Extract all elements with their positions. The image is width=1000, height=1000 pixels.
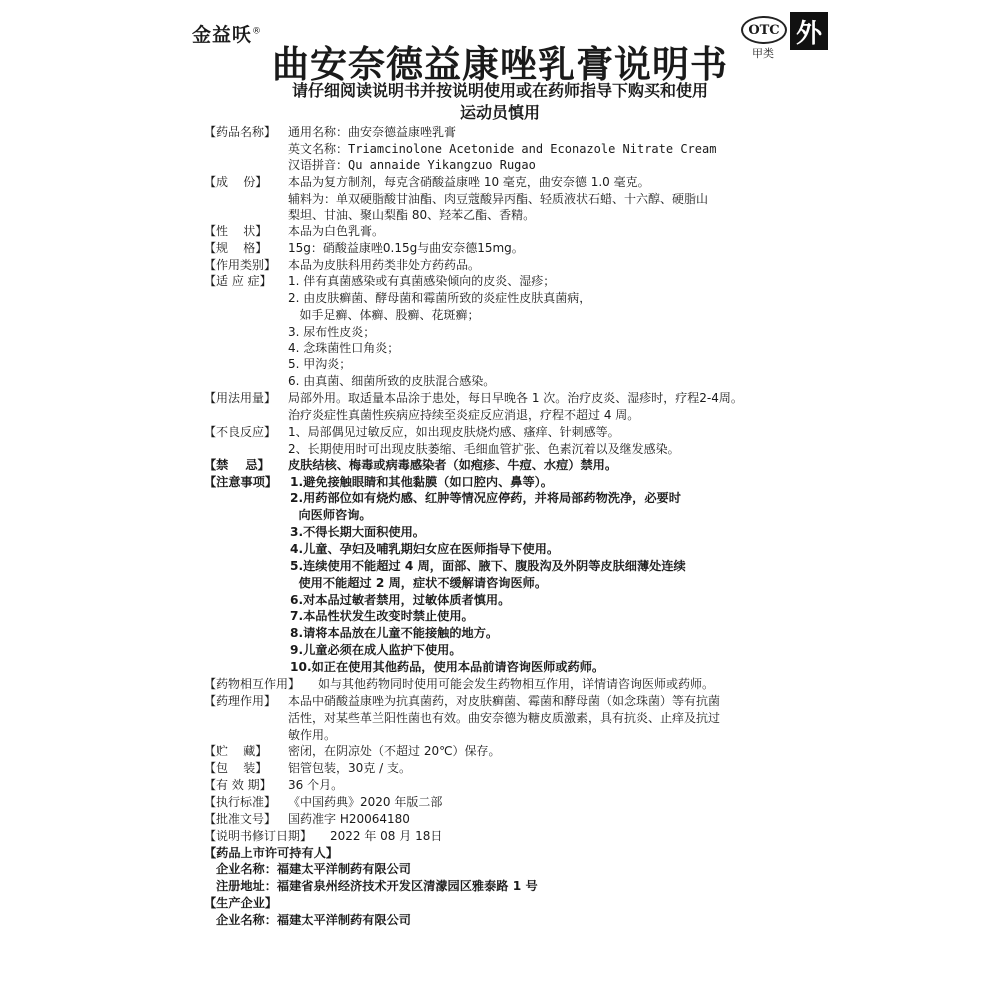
section-label-standard: 【执行标准】 [204, 794, 277, 809]
section-label-spec: 【规 格】 [204, 241, 268, 256]
generic-name: 通用名称：曲安奈德益康唑乳膏 [288, 125, 457, 139]
precaution-item: 5.连续使用不能超过 4 周，面部、腋下、腹股沟及外阴等皮肤细薄处连续 [290, 558, 686, 573]
dosage-line: 治疗炎症性真菌性疾病应持续至炎症反应消退，疗程不超过 4 周。 [288, 408, 640, 422]
adverse-line: 1、局部偶见过敏反应，如出现皮肤烧灼感、瘙痒、针刺感等。 [288, 424, 620, 439]
otc-label: OTC [748, 22, 780, 38]
indication-item: 如手足癣、体癣、股癣、花斑癣； [288, 307, 480, 322]
precaution-item: 6.对本品过敏者禁用，过敏体质者慎用。 [290, 592, 511, 607]
english-name: 英文名称：Triamcinolone Acetonide and Econazole Nitrate Cream [288, 141, 717, 156]
section-label-dosage: 【用法用量】 [204, 391, 277, 406]
precaution-item: 10.如正在使用其他药品，使用本品前请咨询医师或药师。 [290, 660, 605, 674]
approval-number: 国药准字 H20064180 [288, 811, 410, 826]
indication-item: 1. 伴有真菌感染或有真菌感染倾向的皮炎、湿疹； [288, 274, 556, 288]
indication-item: 4. 念珠菌性口角炎； [288, 341, 400, 356]
adverse-line: 2、长期使用时可出现皮肤萎缩、毛细血管扩张、色素沉着以及继发感染。 [288, 441, 680, 456]
section-label-manufacturer: 【生产企业】 [204, 896, 278, 911]
ingredients-line: 梨坦、甘油、聚山梨酯 80、羟苯乙酯、香精。 [288, 208, 536, 223]
indication-item: 3. 尿布性皮炎； [288, 324, 376, 339]
storage: 密闭，在阴凉处（不超过 20℃）保存。 [288, 744, 501, 759]
indication-item: 6. 由真菌、细菌所致的皮肤混合感染。 [288, 374, 496, 389]
holder-address: 注册地址：福建省泉州经济技术开发区清濛园区雅泰路 1 号 [216, 879, 538, 894]
drug-category: 本品为皮肤科用药类非处方药药品。 [288, 258, 481, 273]
package: 铝管包装，30克 / 支。 [288, 761, 411, 776]
specification: 15g：硝酸益康唑0.15g与曲安奈德15mg。 [288, 241, 524, 256]
document-title: 曲安奈德益康唑乳膏说明书 [272, 43, 728, 86]
precaution-item: 1.避免接触眼睛和其他黏膜（如口腔内、鼻等）。 [290, 474, 553, 489]
interactions: 如与其他药物同时使用可能会发生药物相互作用，详情请咨询医师或药师。 [318, 676, 715, 691]
section-label-name: 【药品名称】 [204, 125, 277, 139]
otc-class: 甲类 [752, 47, 774, 60]
section-label-adverse: 【不良反应】 [204, 424, 277, 439]
section-label-precautions: 【注意事项】 [204, 474, 278, 489]
section-label-interactions: 【药物相互作用】 [204, 676, 301, 691]
indication-item: 5. 甲沟炎； [288, 357, 352, 372]
registered-mark: ® [252, 26, 263, 37]
section-label-category: 【作用类别】 [204, 258, 277, 273]
brand-name: 金益㕭 [192, 24, 253, 46]
precaution-item: 2.用药部位如有烧灼感、红肿等情况应停药，并将局部药物洗净，必要时 [290, 491, 681, 506]
usage-notice: 请仔细阅读说明书并按说明使用或在药师指导下购买和使用 [291, 81, 708, 100]
ingredients-line: 辅料为：单双硬脂酸甘油酯、肉豆蔻酸异丙酯、轻质液状石蜡、十六醇、硬脂山 [288, 191, 709, 206]
revision-date: 2022 年 08 月 18日 [330, 828, 443, 843]
standard: 《中国药典》2020 年版二部 [288, 794, 443, 809]
section-label-pharmacology: 【药理作用】 [204, 693, 277, 708]
section-label-contraindications: 【禁 忌】 [204, 457, 270, 472]
section-label-ingredients: 【成 份】 [204, 174, 268, 189]
contraindications: 皮肤结核、梅毒或病毒感染者（如疱疹、牛痘、水痘）禁用。 [288, 457, 618, 472]
indication-item: 2. 由皮肤癣菌、酵母菌和霉菌所致的炎症性皮肤真菌病， [288, 290, 592, 305]
precaution-item: 9.儿童必须在成人监护下使用。 [290, 643, 462, 658]
section-label-package: 【包 装】 [204, 761, 268, 776]
manufacturer-company: 企业名称：福建太平洋制药有限公司 [216, 913, 411, 927]
holder-company: 企业名称：福建太平洋制药有限公司 [216, 862, 411, 877]
section-label-indications: 【适 应 症】 [204, 274, 272, 288]
section-label-storage: 【贮 藏】 [204, 744, 268, 759]
section-label-revision: 【说明书修订日期】 [204, 828, 313, 843]
pinyin-name: 汉语拼音：Qu annaide Yikangzuo Rugao [288, 157, 536, 172]
precaution-item: 3.不得长期大面积使用。 [290, 525, 425, 540]
pharmacology-line: 本品中硝酸益康唑为抗真菌药，对皮肤癣菌、霉菌和酵母菌（如念珠菌）等有抗菌 [288, 693, 721, 708]
section-label-holder: 【药品上市许可持有人】 [204, 845, 339, 860]
section-label-validity: 【有 效 期】 [204, 778, 272, 793]
athlete-warning: 运动员慎用 [459, 103, 540, 122]
precaution-item: 向医师咨询。 [290, 508, 372, 523]
precaution-item: 7.本品性状发生改变时禁止使用。 [290, 609, 474, 624]
pharmacology-line: 敏作用。 [288, 727, 337, 742]
external-use-mark: 外 [790, 12, 828, 50]
pharmacology-line: 活性，对某些革兰阳性菌也有效。曲安奈德为糖皮质激素，具有抗炎、止痒及抗过 [288, 710, 721, 725]
section-label-approval: 【批准文号】 [204, 811, 277, 826]
precaution-item: 8.请将本品放在儿童不能接触的地方。 [290, 626, 499, 641]
precaution-item: 4.儿童、孕妇及哺乳期妇女应在医师指导下使用。 [290, 542, 560, 556]
ingredients-line: 本品为复方制剂，每克含硝酸益康唑 10 毫克，曲安奈德 1.0 毫克。 [288, 174, 650, 189]
precaution-item: 使用不能超过 2 周，症状不缓解请咨询医师。 [290, 575, 548, 590]
validity: 36 个月。 [288, 778, 344, 793]
appearance: 本品为白色乳膏。 [288, 224, 385, 239]
section-label-appearance: 【性 状】 [204, 224, 268, 239]
dosage-line: 局部外用。取适量本品涂于患处，每日早晚各 1 次。治疗皮炎、湿疹时，疗程2-4周。 [288, 391, 743, 406]
